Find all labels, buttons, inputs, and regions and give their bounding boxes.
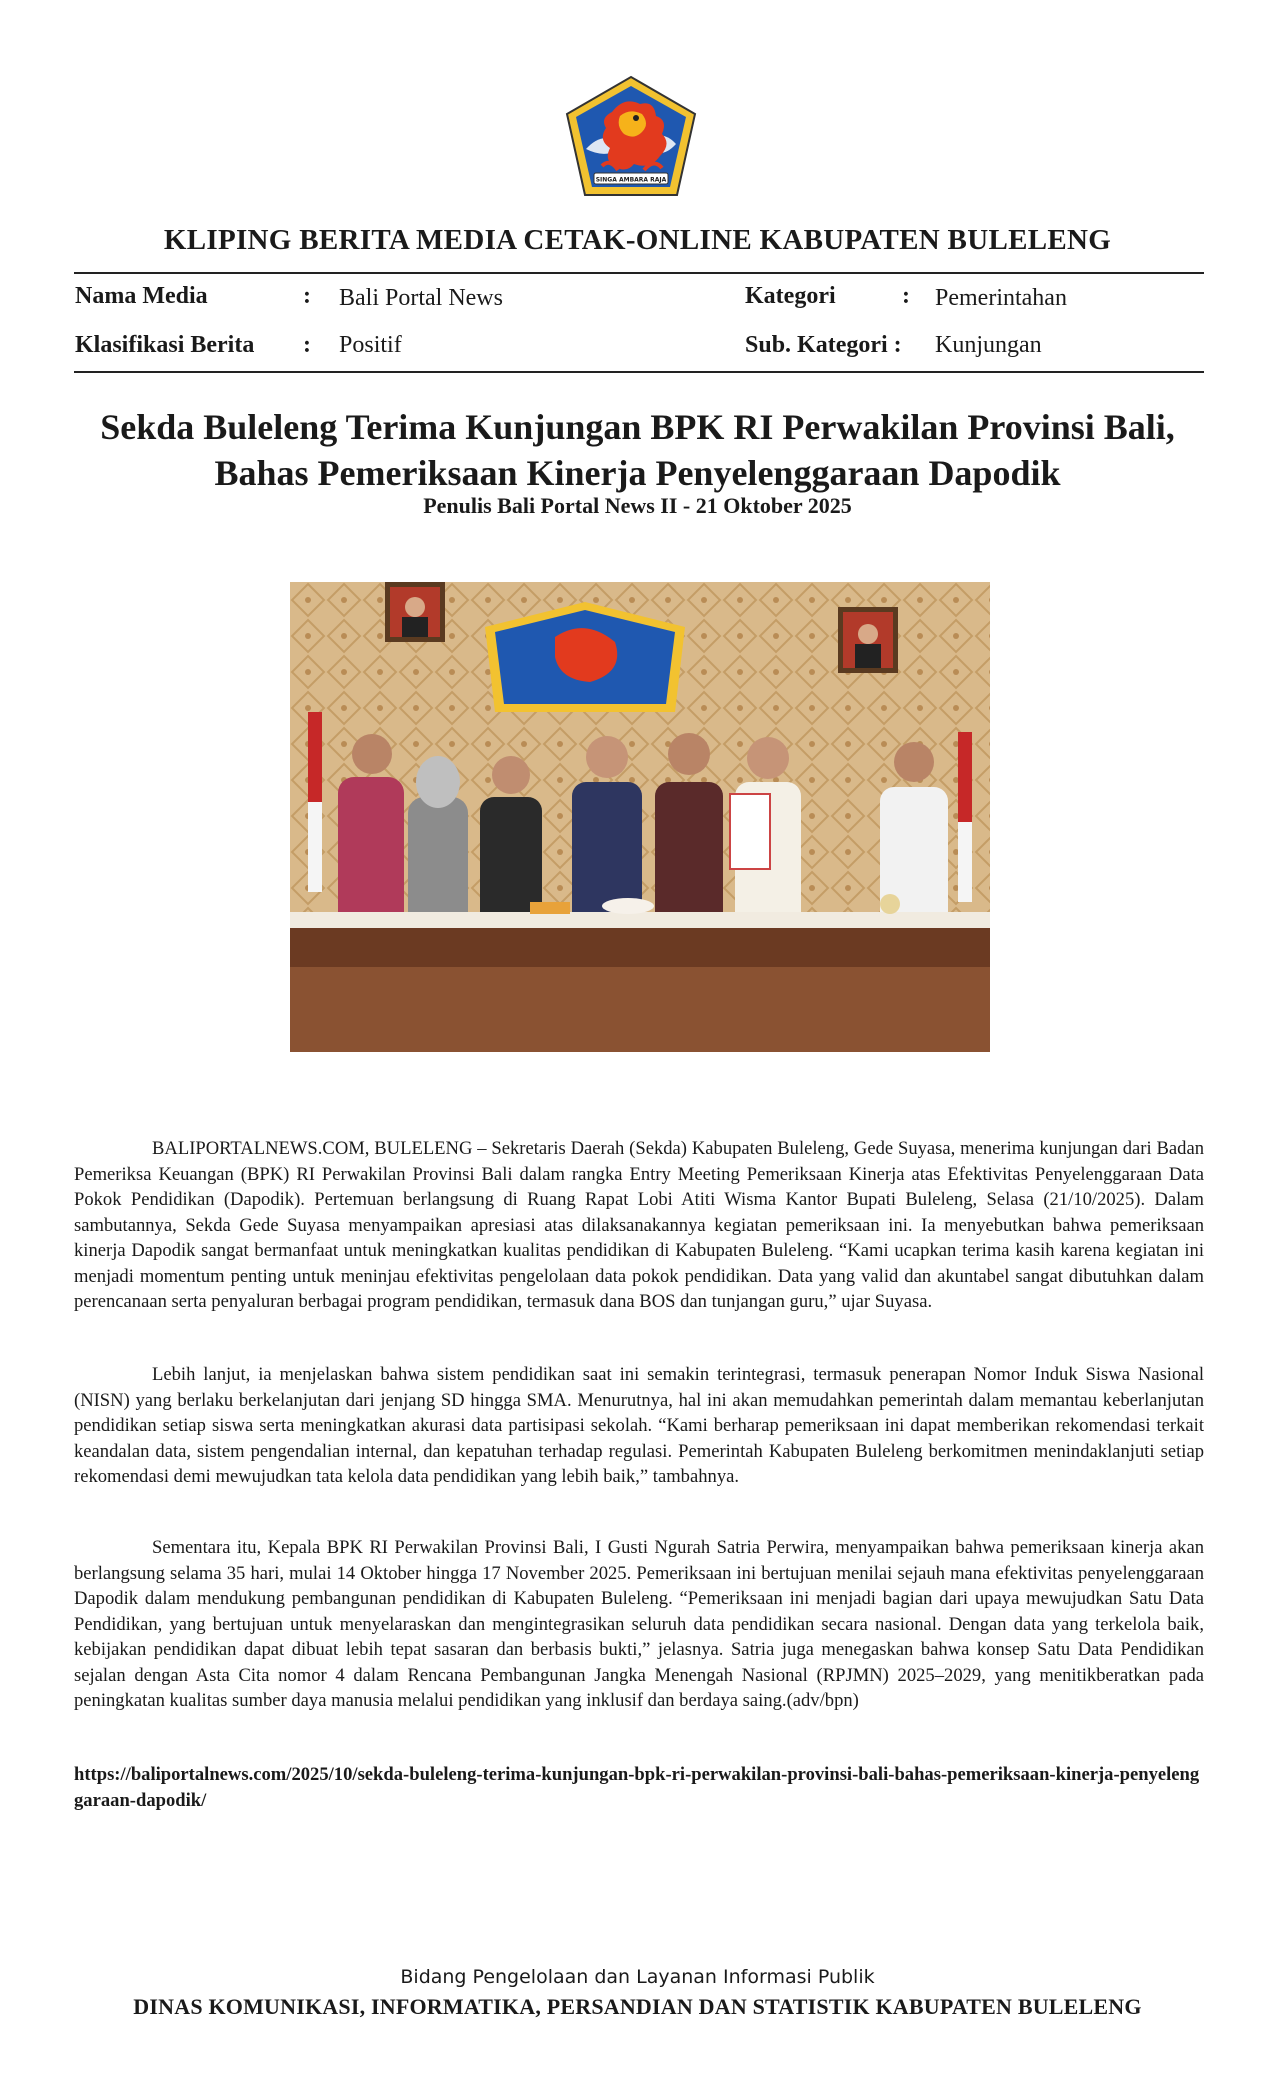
- nama-media-value: Bali Portal News: [339, 285, 503, 311]
- nama-media-colon: :: [303, 283, 311, 309]
- buleleng-emblem-logo: [564, 74, 698, 198]
- sub-kategori-value: Kunjungan: [935, 332, 1042, 358]
- clipping-title: KLIPING BERITA MEDIA CETAK-ONLINE KABUPATEN BULELENG: [163, 224, 1112, 256]
- header-top-divider: [74, 272, 1204, 274]
- article-headline: [60, 404, 1215, 496]
- kategori-label: Kategori: [745, 283, 836, 309]
- article-paragraph-1: BALIPORTALNEWS.COM, BULELENG – Sekretaris Daerah (Sekda) Kabupaten Buleleng, Gede Suyasa, menerima kunjungan dari Badan Pemeriksa Keuangan (BPK) RI Perwakilan Provinsi Bali dalam rangka Entry Meeting Pemeriksaan Kinerja atas Efektivitas Penyelenggaraan Data Pokok Pendidikan (Dapodik). Pertemuan berlangsung di Ruang Rapat Lobi Atiti Wisma Kantor Bupati Buleleng, Selasa (21/10/2025). Dalam sambutannya, Sekda Gede Suyasa menyampaikan apresiasi atas dilaksanakannya kegiatan pemeriksaan ini. Ia menyebutkan bahwa pemeriksaan kinerja Dapodik sangat bermanfaat untuk meningkatkan kualitas pendidikan di Kabupaten Buleleng. “Kami ucapkan terima kasih karena kegiatan ini menjadi momentum penting untuk meninjau efektivitas pengelolaan data pokok pendidikan. Data yang valid dan akuntabel sangat dibutuhkan dalam perencanaan serta penyaluran berbagai program pendidikan, termasuk dana BOS dan tunjangan guru,” ujar Suyasa.: [74, 1138, 1204, 1312]
- article-byline: Penulis Bali Portal News II - 21 Oktober 2025: [423, 493, 852, 518]
- article-paragraph-3: Sementara itu, Kepala BPK RI Perwakilan Provinsi Bali, I Gusti Ngurah Satria Perwira, menyampaikan bahwa pemeriksaan kinerja akan berlangsung selama 35 hari, mulai 14 Oktober hingga 17 November 2025. Pemeriksaan ini bertujuan menilai sejauh mana efektivitas penyelenggaraan Dapodik dalam mendukung pembangunan pendidikan di Kabupaten Buleleng. “Pemeriksaan ini menjadi bagian dari upaya mewujudkan Satu Data Pendidikan, yang bertujuan untuk menyelaraskan dan mengintegrasikan seluruh data pendidikan secara nasional. Dengan data yang terkelola baik, kebijakan pendidikan dapat dibuat lebih tepat sasaran dan berbasis bukti,” jelasnya. Satria juga menegaskan bahwa konsep Satu Data Pendidikan sejalan dengan Asta Cita nomor 4 dalam Rencana Pembangunan Jangka Menengah Nasional (RPJMN) 2025–2029, yang menitikberatkan pada peningkatan kualitas sumber daya manusia melalui pendidikan yang inklusif dan berdaya saing.(adv/bpn): [74, 1537, 1204, 1711]
- klasifikasi-label: Klasifikasi Berita: [75, 332, 255, 358]
- headline-line-2: Bahas Pemeriksaan Kinerja Penyelenggaraan Dapodik: [214, 453, 1061, 493]
- footer-division: Bidang Pengelolaan dan Layanan Informasi Publik: [400, 1966, 875, 1988]
- nama-media-label: Nama Media: [75, 283, 208, 309]
- header-bottom-divider: [74, 371, 1204, 373]
- klasifikasi-value: Positif: [339, 332, 402, 358]
- klasifikasi-colon: :: [303, 332, 311, 358]
- kategori-colon: :: [902, 283, 910, 309]
- sub-kategori-label: Sub. Kategori :: [745, 332, 902, 358]
- kategori-value: Pemerintahan: [935, 285, 1067, 311]
- article-source-url[interactable]: https://baliportalnews.com/2025/10/sekda-buleleng-terima-kunjungan-bpk-ri-perwakilan-provinsi-bali-bahas-pemeriksaan-kinerja-penyelenggaraan-dapodik/: [74, 1764, 1200, 1811]
- footer-agency: DINAS KOMUNIKASI, INFORMATIKA, PERSANDIAN DAN STATISTIK KABUPATEN BULELENG: [133, 1994, 1142, 2019]
- headline-line-1: Sekda Buleleng Terima Kunjungan BPK RI Perwakilan Provinsi Bali,: [100, 407, 1175, 447]
- emblem-motto: SINGA AMBARA RAJA: [595, 176, 667, 184]
- article-photo: [290, 582, 990, 1052]
- article-paragraph-2: Lebih lanjut, ia menjelaskan bahwa sistem pendidikan saat ini semakin terintegrasi, termasuk penerapan Nomor Induk Siswa Nasional (NISN) yang berlaku berkelanjutan dari jenjang SD hingga SMA. Menurutnya, hal ini akan memudahkan pemerintah dalam memantau keberlanjutan pendidikan setiap siswa serta meningkatkan akurasi data partisipasi sekolah. “Kami berharap pemeriksaan ini dapat memberikan rekomendasi terkait keandalan data, sistem pengendalian internal, dan kepatuhan terhadap regulasi. Pemerintah Kabupaten Buleleng berkomitmen menindaklanjuti setiap rekomendasi demi mewujudkan tata kelola data pendidikan yang lebih baik,” tambahnya.: [74, 1364, 1204, 1487]
